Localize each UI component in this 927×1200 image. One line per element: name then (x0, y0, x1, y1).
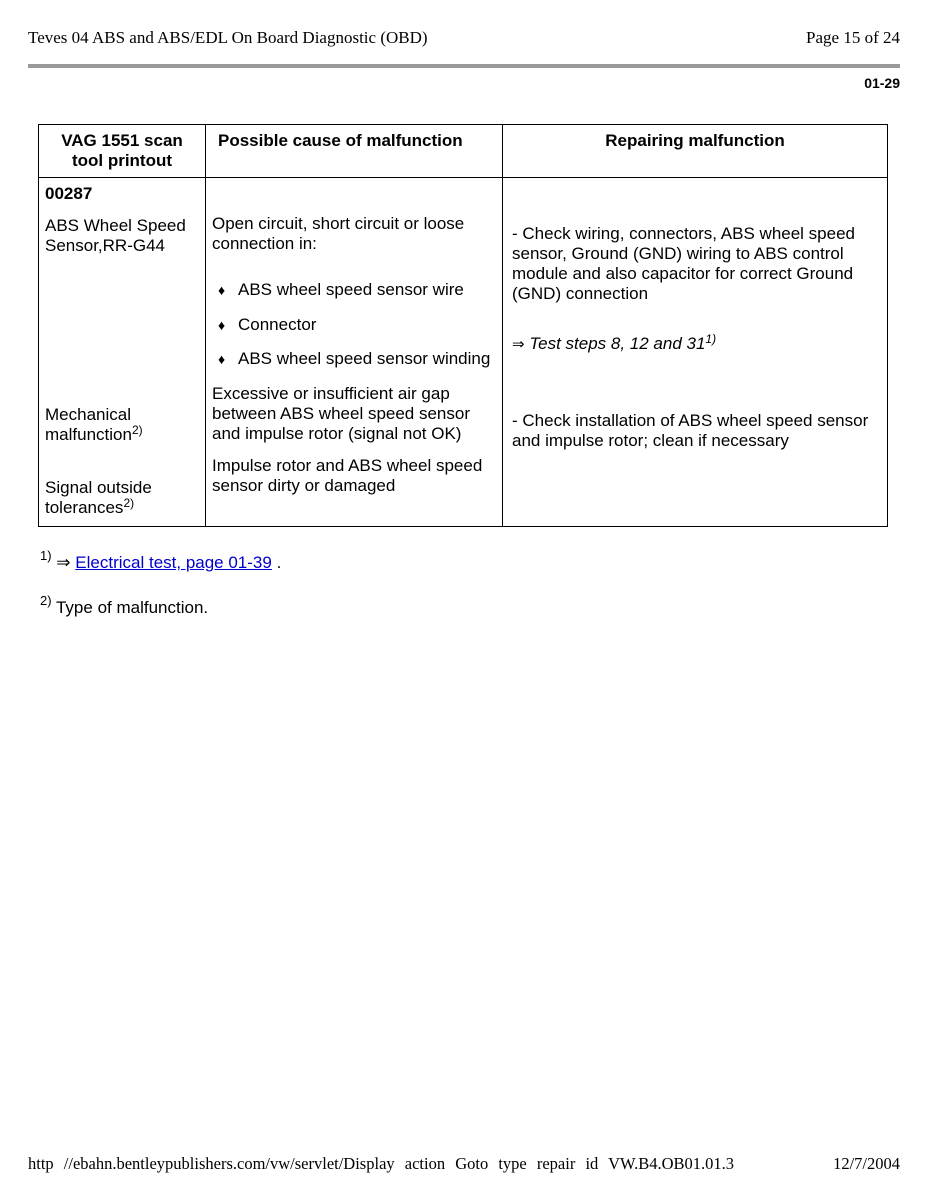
right-arrow-icon: ⇒ (512, 336, 525, 353)
repair-check-installation: - Check installation of ABS wheel speed sensor and impulse rotor; clean if necessary (512, 411, 869, 450)
electrical-test-link[interactable]: Electrical test, page 01-39 (75, 553, 272, 572)
cause-bullet: ♦ ABS wheel speed sensor winding (218, 349, 491, 368)
page-number: Page 15 of 24 (806, 28, 900, 47)
printout-signal: Signal outside tolerances$^{2)}$ (45, 478, 152, 517)
footnote-2: $^{2)}$ Type of malfunction. (40, 593, 209, 617)
right-arrow-icon: ⇒ (56, 553, 71, 572)
printout-sensor: ABS Wheel Speed Sensor,RR-G44 (45, 216, 186, 255)
repair-cell (503, 178, 888, 527)
diamond-bullet-icon: ♦ (218, 282, 226, 298)
footer-url: http //ebahn.bentleypublishers.com/vw/servlet/Display action Goto type repair id VW.B4.OB01.01.3 (28, 1154, 735, 1173)
printout-cell (39, 178, 206, 527)
cause-cell (206, 178, 503, 527)
footnote-1: $^{1)}$ ⇒ Electrical test, page 01-39 . (40, 548, 282, 572)
diagnostic-table (38, 124, 888, 527)
column-header-cause: Possible cause of malfunction (206, 125, 503, 178)
diamond-bullet-icon: ♦ (218, 317, 226, 333)
repair-check-wiring: - Check wiring, connectors, ABS wheel speed sensor, Ground (GND) wiring to ABS control module and also capacitor for correct Ground (GND) connection (512, 224, 856, 303)
cause-air-gap: Excessive or insufficient air gap between ABS wheel speed sensor and impulse rotor (signal not OK) (212, 384, 471, 443)
column-header-printout: VAG 1551 scan tool printout (39, 125, 206, 178)
column-header-repair: Repairing malfunction (503, 125, 888, 178)
document-title: Teves 04 ABS and ABS/EDL On Board Diagnostic (OBD) (28, 28, 428, 47)
section-page-code: 01-29 (864, 75, 900, 91)
cause-dirty: Impulse rotor and ABS wheel speed sensor dirty or damaged (212, 456, 483, 495)
printout-mechanical: Mechanical malfunction$^{2)}$ (45, 405, 143, 444)
cause-bullet: ♦ ABS wheel speed sensor wire (218, 280, 464, 299)
header-divider (28, 64, 900, 68)
repair-test-steps: ⇒ Test steps 8, 12 and 31$^{1)}$ (512, 332, 717, 353)
cause-bullet: ♦ Connector (218, 315, 317, 334)
table-header-row (39, 125, 888, 178)
footer-date: 12/7/2004 (833, 1154, 900, 1173)
fault-code: 00287 (45, 184, 93, 203)
diamond-bullet-icon: ♦ (218, 351, 226, 367)
table-row (39, 178, 888, 527)
cause-intro: Open circuit, short circuit or loose connection in: (212, 214, 465, 253)
